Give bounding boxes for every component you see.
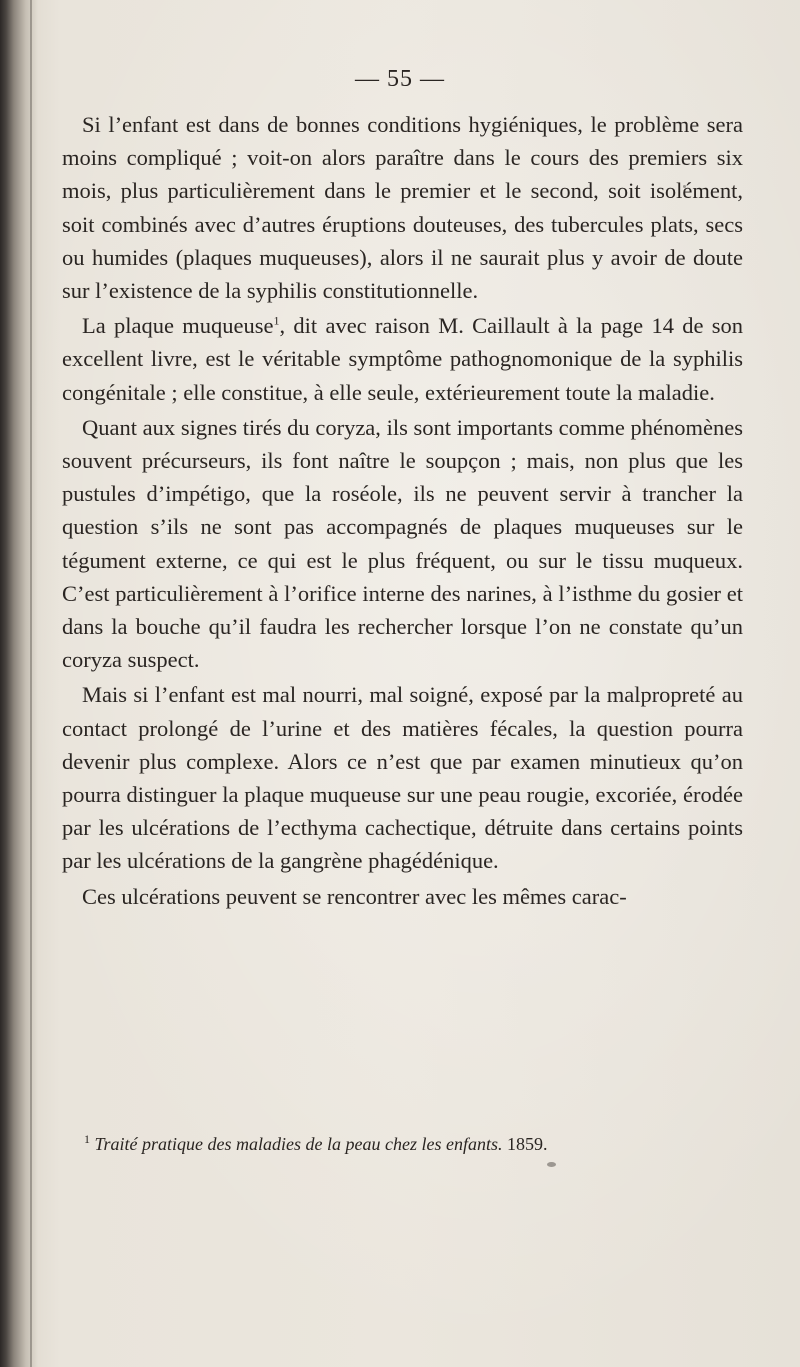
paragraph-4: Mais si l’enfant est mal nourri, mal soigné, exposé par la malpropreté au contact prolongé de l’urine et des matières fécales, la question pourra devenir plus complexe. Alors ce n’est que par examen minutieux qu’on pourra distinguer la plaque muqueuse sur une peau rougie, excoriée, érodée par les ulcérations de l’ecthyma cachectique, détruite dans certains points par les ulcérations de la gangrène phagédénique. <box>62 682 743 874</box>
paragraph-2-rest: , dit avec raison M. Caillault à la page 14 de son excellent livre, est le véritable symptôme pathognomonique de la syphilis congénitale ; elle constitue, à elle seule, extérieurement toute la maladie. <box>62 313 744 405</box>
paragraph-3: Quant aux signes tirés du coryza, ils sont importants comme phénomènes souvent précurseurs, ils font naître le soupçon ; mais, non plus que les pustules d’impétigo, que la roséole, ils ne peuvent servir à trancher la question s’ils ne sont pas accompagnés de plaques muqueuses sur le tégument externe, ce qui est le plus fréquent, ou sur le tissu muqueux. C’est particulièrement à l’orifice interne des narines, à l’isthme du gosier et dans la bouche qu’il faudra les rechercher lorsque l’on ne constate qu’un coryza suspect. <box>62 414 743 673</box>
paragraph-2 <box>62 309 743 409</box>
ink-speck <box>683 185 686 188</box>
ink-spot <box>547 1162 556 1167</box>
binding-edge <box>30 0 32 1367</box>
body-text <box>62 108 743 913</box>
footnote-title: Traité pratique des maladies de la peau chez les enfants. <box>94 1134 503 1154</box>
paragraph-5: Ces ulcérations peuvent se rencontrer avec les mêmes carac- <box>82 883 627 909</box>
paragraph-1: Si l’enfant est dans de bonnes conditions hygiéniques, le problème sera moins compliqué ; voit-on alors paraître dans le cours des premiers six mois, plus particulièrement dans le premier et le second, soit isolément, soit combinés avec d’autres éruptions douteuses, des tubercules plats, secs ou humides (plaques muqueuses), alors il ne saurait plus y avoir de doute sur l’existence de la syphilis constitutionnelle. <box>62 112 743 304</box>
paragraph-2-start: La plaque muqueuse <box>82 313 274 339</box>
footnote-marker: 1 <box>84 1132 90 1146</box>
footnote-reference: 1 <box>273 313 280 328</box>
page-number: — 55 — <box>355 66 445 92</box>
footnote-year: 1859. <box>506 1134 548 1154</box>
book-spine-shadow <box>0 0 38 1367</box>
footnote <box>84 1132 744 1156</box>
